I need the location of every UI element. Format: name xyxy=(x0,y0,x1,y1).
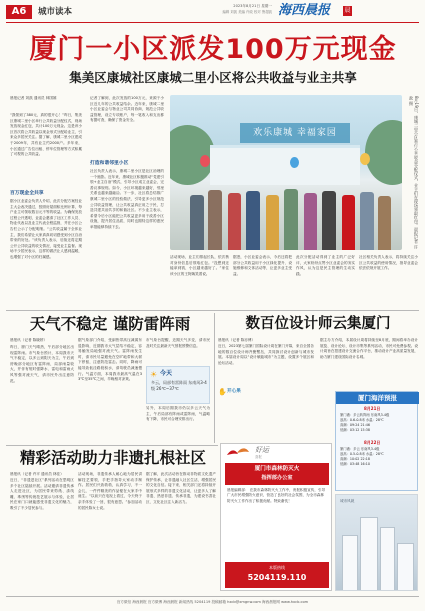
page-footer: 官方微信 海西晨报 官方微博 海西晨报 新闻热线 5204119 投稿邮箱 hxcb@xmgnw.com 海西晨报网 www.hxcb.com xyxy=(116,600,309,604)
section-divider xyxy=(6,310,419,311)
lead-headline: 厦门一小区派发100万元现金 xyxy=(29,34,397,65)
weather-body-col3b: 另外，本周后期我市仍以多云天气为主，午后局部有阵雨或雷阵雨，气温略有下降，市民可合理安排出行。 xyxy=(146,406,210,422)
forecast-line: 高潮：10:02 22:18 xyxy=(340,457,370,461)
hand-icon: ✋ xyxy=(218,388,227,396)
heritage-body-col2: 活动现场，非遗传承人耐心地为居民讲解技艺要领，手把手指导大家动手制作。居民们兴致勃勃，认真学习，不一会儿，一件件精美的作品便在大家手中诞生。“以前只在电视上看过，今天终于亲手体验了一回，很有意思。”参加活动的居民陈女士说。 xyxy=(78,472,142,510)
designers-body-col1: 近日，2023第七届厦门国际设计周在厦门开幕，来自全国各地的数百位设计师齐聚鹭岛，共同探讨设计创新与城市发展。本届设计周以“设计赋能城市”为主题，设置多个展区和论坛活动。 xyxy=(218,344,314,365)
lead-subhead-center: 打造和谐邻里小区 xyxy=(90,161,129,166)
forecast-line: 高潮：09:24 21:46 xyxy=(340,423,370,427)
date-line: 2023年8月21日 星期一 xyxy=(233,4,272,8)
weather-body-col3a: 市气象台提醒，近期天气多变，请市民及时关注最新天气预报预警信息。 xyxy=(146,338,210,348)
forecast-line: 浪高：0.5-0.8米 水温：28℃ xyxy=(340,452,384,456)
designers-headline: 数百位设计师云集厦门 xyxy=(245,316,391,332)
today-label: 今天 xyxy=(160,370,173,377)
lead-body-col2a: 记者了解到，此次发放的100万元，来源于小区近几年的公共收益结余。近年来，康城二里小区业委会与物业公司共同协商，规范公共收益管理，设立专项账户，每一笔收入和支出都有据可查，确保了资金安全。 xyxy=(90,96,164,123)
forecast-line: 低潮：03:12 15:38 xyxy=(340,428,370,432)
lead-body-col1b: 据小区业委会负责人介绍，此次分配方案经业主大会表决通过，按照房屋面积比例计算，每户业主可领取数百元不等的收益。为确保发放过程公开透明，业委会邀请了社区工作人员、物业代表以及业主代表全程监督，并在小区公告栏公示了分配明细。“公共收益属于全体业主，我们希望让大家真真切切感受到小区自治带来的好处。”该负责人表示，后续还将定期公开公共收益的收支情况，接受业主监督。现场不少居民表示，这样的做法让人感到温暖，也增强了对小区的归属感。 xyxy=(10,199,82,259)
photo-canopy xyxy=(210,145,360,185)
lead-byline: 晨报记者 刘凯 通讯员 林国雄 xyxy=(10,96,57,100)
doves-icon xyxy=(225,446,251,460)
weather-body-col1: 昨日，厦门天气晴热，午后部分地区出现雷阵雨。市气象台预计，本周我市天气不稳定，以多云到阴天为主，午后到傍晚部分地区有雷阵雨，局部雨量较大，并伴有短时强降水、雷电和雷雨大风等强对流天气，请市民外出注意防范。 xyxy=(10,345,74,383)
sun-icon: ☀ xyxy=(150,370,158,379)
forecast-line: 厦门港：多云转阵雨 东南风3-4级 xyxy=(340,413,390,417)
lead-body-col1a: “我领到了380元，真的很开心！”昨日，集美区康城二里小区举行公共收益分配仪式，现场发放现金红包，共计100万元现金。这是该小区首次将公共收益以现金形式分配给业主，引来众多居民关注。据了解，康城二里小区建成于2009年，共有业主约2000户。多年来，小区通过广告位出租、停车位管理等方式积累了可观的公共收益。 xyxy=(10,113,82,157)
column-divider xyxy=(214,313,215,443)
today-weather-box xyxy=(146,366,210,404)
photo-person xyxy=(228,193,241,250)
lead-body-col6: 社区相关负责人表示，将持续关注小区公共收益的使用情况，指导业委会依法依规开展工作。 xyxy=(359,255,418,271)
photo-balloon xyxy=(360,153,370,165)
sender-office: 指挥部办公室 xyxy=(261,475,293,481)
designers-byline: 晨报讯（记者 陈亦博） xyxy=(218,338,256,342)
weather-headline: 天气不稳定 谨防雷阵雨 xyxy=(29,315,191,333)
lead-body-col2b: 社区负责人表示，康城二里小区是社区治理的一个缩影。近年来，康城社区积极推动“党建引领+业主自治”模式，引导小区成立业委会，完善议事规则。如今，小区环境越来越好，邻里关系也越来越融洽。下一步，社区将总结推广康城二里小区的经验做法，引导更多小区规范公共收益管理，让公共收益真正用之于民，打造共建共治共享的和谐社区。不少业主表示，希望今后小区能把公共收益更多用于改善小区设施，提升居住品质，同时也期待这样的惠民举措能够持续下去。 xyxy=(90,169,164,229)
forecast-title: 厦门海洋预报 xyxy=(336,392,419,404)
good-news-box xyxy=(220,443,332,591)
photo-banner: 欢乐康城 幸福家园 xyxy=(240,123,350,143)
photo-person xyxy=(208,190,222,250)
forecast-line: 厦门港：多云 东南风3-4级 xyxy=(340,447,380,451)
hotline-banner xyxy=(225,562,329,588)
weather-byline: 晨报讯（记者 陈晓婷） xyxy=(10,338,48,342)
ad-building xyxy=(360,517,378,591)
editor-line: 编辑 刘凯 美编 许政 校对 鲁超凯 xyxy=(222,10,272,14)
section-name: 城市读本 xyxy=(38,7,73,17)
page-number-badge: A6 xyxy=(6,5,32,19)
lead-body-col3: 活动现场，业主们排起长队，依次核对身份信息后领取红包。“没想到还能拿到钱，小区越来越好了。”家住该小区的王阿姨笑着说。 xyxy=(170,255,229,276)
ad-building xyxy=(397,543,414,591)
masthead-rule xyxy=(6,22,419,23)
lead-subheadline: 集美区康城社区康城二里小区将公共收益与业主共享 xyxy=(69,70,357,85)
ad-building xyxy=(342,535,358,591)
lead-subhead-left: 百万现金全共享 xyxy=(10,191,44,196)
designers-body-col2: 据主办方介绍，本届设计周将持续至8月底，期间将举办设计展览、设计论坛、设计市集等系列活动，市民可免费参观。设计周旨在搭建设计交流合作平台，推动设计产业高质量发展，助力厦门建设国际设计名城。 xyxy=(320,338,418,359)
thank-you-letter: 晨报编辑部： 在我市森林防灭火工作中，贵报积极宣传，引导广大市民增强防火意识，营造了良好的社会氛围，为全市森林防灭火工作作出了积极贡献。特致谢忱！ xyxy=(227,488,326,503)
photo-tree xyxy=(170,125,215,185)
section-divider xyxy=(6,445,218,446)
hotline-label: 本版热线 xyxy=(269,565,285,570)
forecast-date: 8月21日 xyxy=(364,406,381,411)
forecast-line: 低潮：03:48 16:10 xyxy=(340,462,370,466)
hotline-number: 5204119.110 xyxy=(247,573,307,582)
cityscape-picture xyxy=(336,495,418,591)
photo-person xyxy=(322,191,336,250)
advert-label: 城市风貌 xyxy=(340,499,355,503)
photo-person xyxy=(342,195,355,250)
heritage-byline: 晨报讯（记者 许平 通讯员 林佳） xyxy=(10,472,64,476)
fun-corner-label: 开心果 xyxy=(227,389,241,394)
heritage-headline: 精彩活动助力非遗扎根社区 xyxy=(19,449,206,467)
today-weather-desc: 多云，局部有雷阵雨 东南风3-4级 26℃~37℃ xyxy=(151,380,207,391)
heritage-body-col3: 据了解，此次活动旨在推动非物质文化遗产保护传承，让非遗融入社区生活，增强居民的文化自信。接下来，相关部门还将持续开展形式多样的非遗文化活动，让更多人了解非遗、热爱非遗、传承非遗，为建设书香社区、文化社区注入新活力。 xyxy=(146,472,216,504)
photo-tree xyxy=(365,120,402,185)
ad-building xyxy=(380,527,395,591)
good-news-sublabel: 喜报 xyxy=(255,455,262,459)
advert-image xyxy=(335,494,418,591)
photo-person xyxy=(266,195,279,250)
photo-caption: 8月19日，康城二里小区举行公共收益分配仪式，业主们在现场领取红包。晨报记者 许政 摄 xyxy=(409,96,419,249)
lead-photo xyxy=(170,95,402,250)
footer-rule xyxy=(6,596,419,597)
sender-banner xyxy=(225,463,329,485)
photo-person xyxy=(360,192,374,250)
good-news-label: 好运 xyxy=(255,446,269,454)
newspaper-logo: 海西晨报 xyxy=(278,3,331,18)
photo-person xyxy=(304,193,317,250)
logo-seal: 晨 xyxy=(344,7,351,14)
heritage-body-col1: 近日，“非遗进社区”系列活动在思明区多个社区陆续开展。活动邀请非遗传承人走进社区，为居民带来剪纸、漆线雕、珠绣等传统技艺展示与体验，让居民在家门口就能感受非遗文化的魅力，吸引了不少居民参与。 xyxy=(10,478,74,510)
photo-person xyxy=(284,189,298,250)
photo-person xyxy=(246,191,260,250)
photo-person xyxy=(190,195,204,250)
sender-name: 厦门市森林防灭火 xyxy=(254,466,300,472)
weather-body-col2: 据气象部门介绍，受副热带高压减弱东退影响，近期我市大气层结不稳定，容易触发局地强对流天气。雷阵雨发生时，请市民尽量避免在空旷地带和大树下停留，注意防范雷击。同时，降雨可能导致低洼路段积水，请驾驶员减速慢行。气温方面，本周我市最高气温在33℃至35℃之间，早晚相对凉爽。 xyxy=(78,338,142,382)
photo-balloon xyxy=(290,157,299,168)
photo-balloon xyxy=(200,155,210,167)
lead-body-col4: 据悉，小区业委会表示，今后还将把部分公共收益用于小区绿化提升、设施维修和文体活动等，让更多业主受益。 xyxy=(233,255,292,276)
lead-body-col5: 此次分配活动得到了业主的广泛好评，大家纷纷点赞小区业委会的务实作风，认为这是民主管理的生动实践。 xyxy=(296,255,355,276)
ocean-forecast-box xyxy=(335,391,418,491)
forecast-line: 浪高：0.6-0.8米 水温：28℃ xyxy=(340,418,384,422)
forecast-date: 8月22日 xyxy=(364,440,381,445)
lead-body-right xyxy=(170,255,418,310)
photo-person xyxy=(378,196,391,250)
